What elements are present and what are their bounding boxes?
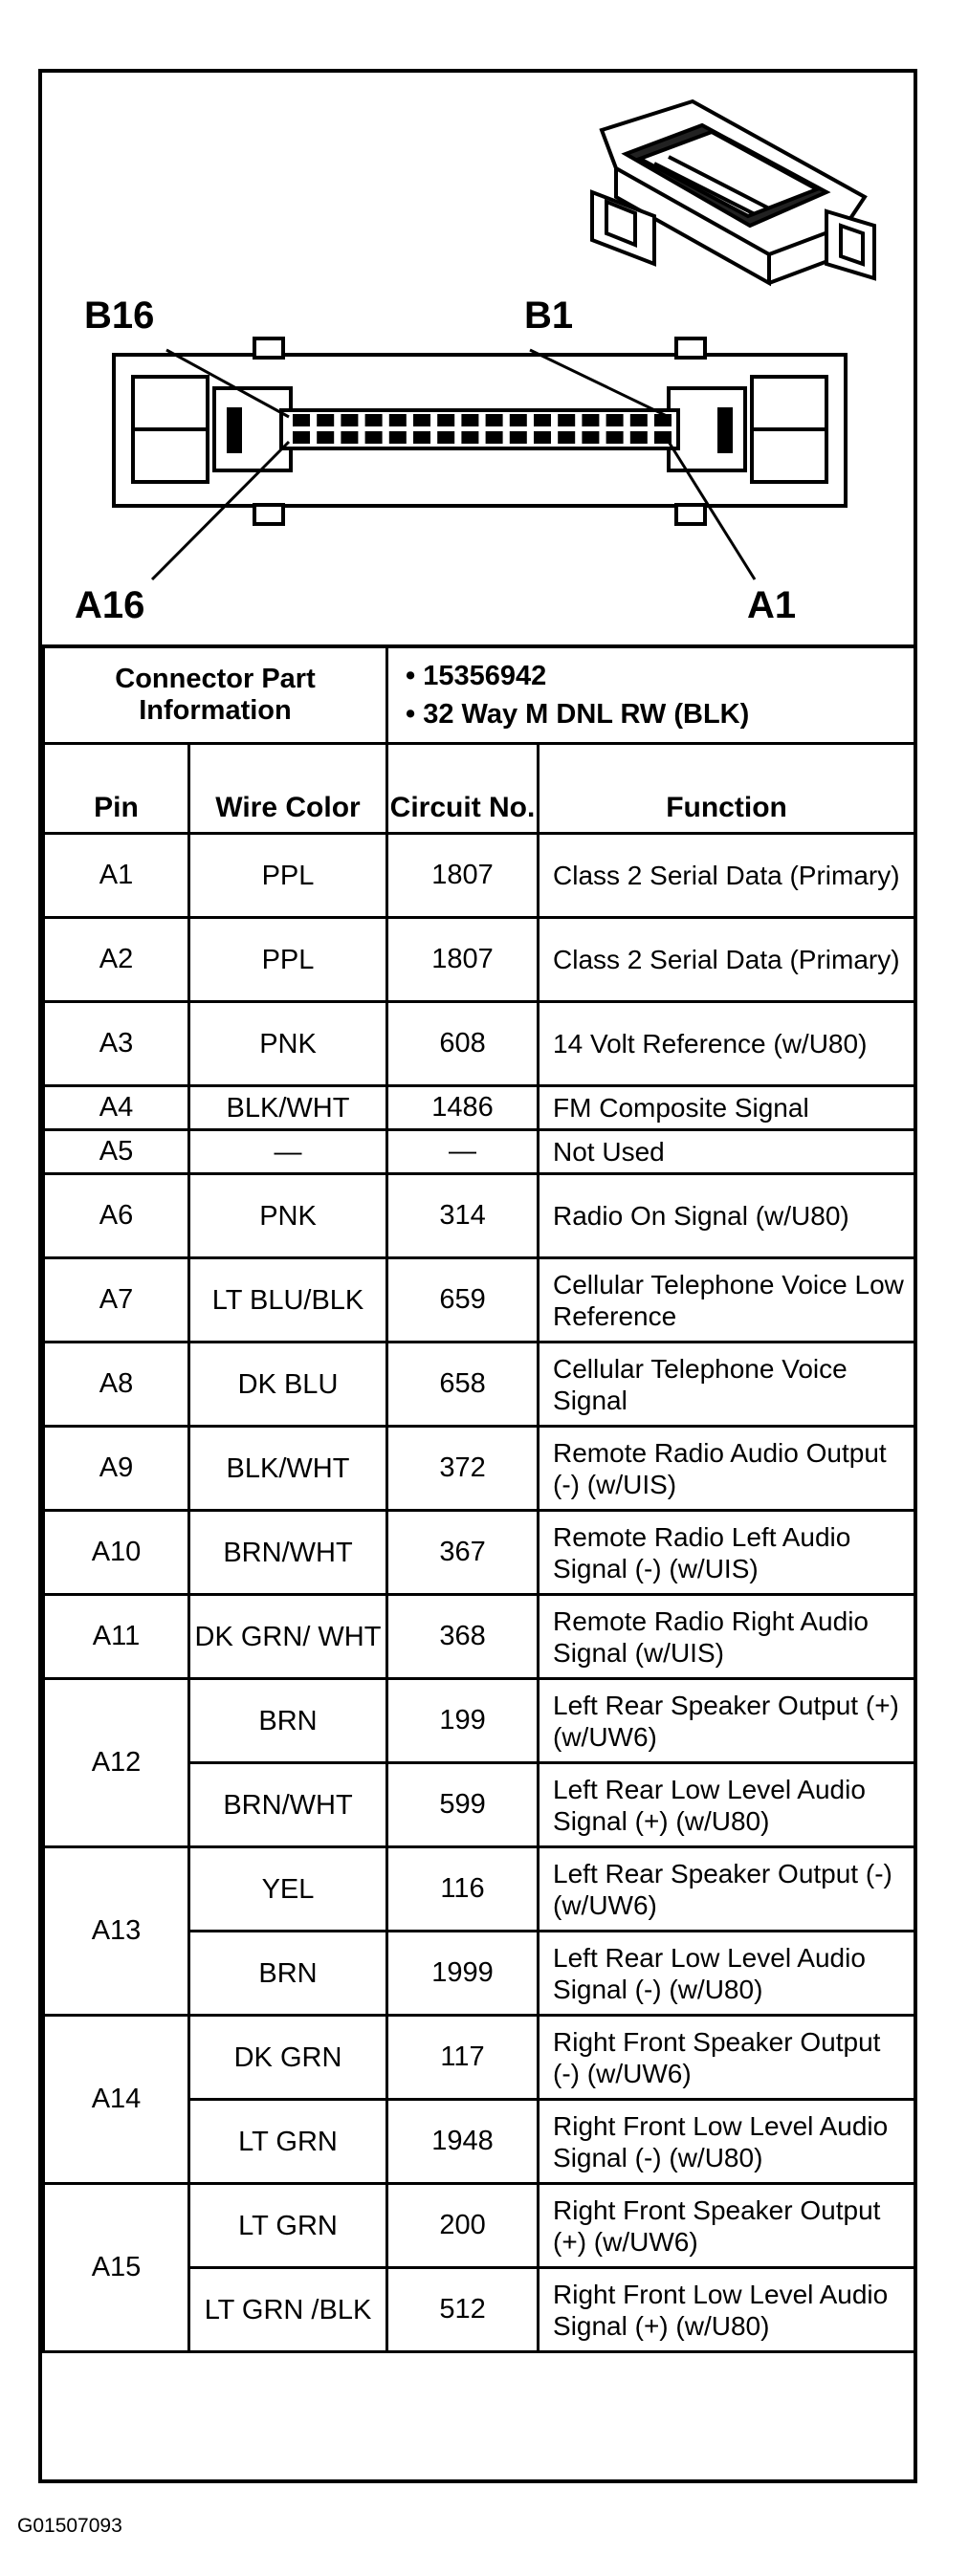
circuit-cell: 1807 xyxy=(387,918,539,1002)
wire-color-cell: PNK xyxy=(189,1174,387,1258)
pin-cavity xyxy=(317,414,334,426)
function-cell: Class 2 Serial Data (Primary) xyxy=(539,918,915,1002)
circuit-cell: 1999 xyxy=(387,1932,539,2016)
function-cell: Left Rear Low Level Audio Signal (+) (w/U80) xyxy=(539,1763,915,1847)
wire-color-cell: LT GRN xyxy=(189,2184,387,2268)
table-row xyxy=(44,1002,915,1086)
function-cell: Right Front Speaker Output (-) (w/UW6) xyxy=(539,2016,915,2100)
pin-cavity xyxy=(461,414,478,426)
circuit-cell: 658 xyxy=(387,1343,539,1427)
connector-type: • 32 Way M DNL RW (BLK) xyxy=(406,698,750,730)
pin-cell: A11 xyxy=(44,1595,189,1679)
table-row xyxy=(44,1847,915,1932)
pin-cavity xyxy=(582,414,599,426)
function-cell: Remote Radio Audio Output (-) (w/UIS) xyxy=(539,1427,915,1511)
wire-color-cell: LT GRN /BLK xyxy=(189,2268,387,2352)
circuit-cell: 1807 xyxy=(387,834,539,918)
table-row xyxy=(44,1258,915,1343)
pin-cavity xyxy=(534,414,551,426)
pin-cavity xyxy=(437,431,454,444)
circuit-cell: 512 xyxy=(387,2268,539,2352)
pin-cavity xyxy=(630,414,648,426)
function-cell: Left Rear Speaker Output (-) (w/UW6) xyxy=(539,1847,915,1932)
function-cell: 14 Volt Reference (w/U80) xyxy=(539,1002,915,1086)
function-cell: Radio On Signal (w/U80) xyxy=(539,1174,915,1258)
wire-color-cell: BRN/WHT xyxy=(189,1763,387,1847)
pin-cavity xyxy=(317,431,334,444)
pin-cavity xyxy=(606,431,624,444)
circuit-cell: 314 xyxy=(387,1174,539,1258)
pin-cavity xyxy=(606,414,624,426)
function-cell: Cellular Telephone Voice Signal xyxy=(539,1343,915,1427)
circuit-cell: 199 xyxy=(387,1679,539,1763)
function-cell: Right Front Low Level Audio Signal (+) (w/U80) xyxy=(539,2268,915,2352)
pin-cell: A3 xyxy=(44,1002,189,1086)
table-row xyxy=(44,1343,915,1427)
function-cell: Left Rear Speaker Output (+) (w/UW6) xyxy=(539,1679,915,1763)
wire-color-cell: BRN xyxy=(189,1932,387,2016)
pin-cell: A10 xyxy=(44,1511,189,1595)
label-a16: A16 xyxy=(75,584,145,626)
header-function: Function xyxy=(539,744,915,834)
connector-drawing xyxy=(42,73,914,644)
connector-isometric-icon xyxy=(592,101,874,283)
circuit-cell: 116 xyxy=(387,1847,539,1932)
pin-cavity xyxy=(293,414,310,426)
wire-color-cell: BLK/WHT xyxy=(189,1427,387,1511)
pin-cavity xyxy=(510,431,527,444)
pin-cavity xyxy=(486,431,503,444)
pin-cavity xyxy=(365,414,383,426)
connector-front-view xyxy=(114,338,846,524)
pin-cell: A12 xyxy=(44,1679,189,1847)
wire-color-cell: BLK/WHT xyxy=(189,1086,387,1130)
pin-cell: A7 xyxy=(44,1258,189,1343)
wire-color-cell: DK GRN xyxy=(189,2016,387,2100)
wire-color-cell: LT GRN xyxy=(189,2100,387,2184)
circuit-cell: 117 xyxy=(387,2016,539,2100)
connector-part-number: • 15356942 xyxy=(406,660,547,691)
circuit-cell: 367 xyxy=(387,1511,539,1595)
circuit-cell: 1948 xyxy=(387,2100,539,2184)
pin-cell: A15 xyxy=(44,2184,189,2352)
pin-cavity xyxy=(365,431,383,444)
function-cell: Remote Radio Left Audio Signal (-) (w/UIS) xyxy=(539,1511,915,1595)
table-row xyxy=(44,1427,915,1511)
pin-cell: A8 xyxy=(44,1343,189,1427)
wire-color-cell: — xyxy=(189,1130,387,1174)
pin-cell: A14 xyxy=(44,2016,189,2184)
table-row xyxy=(44,1130,915,1174)
pin-cell: A9 xyxy=(44,1427,189,1511)
function-cell: Remote Radio Right Audio Signal (w/UIS) xyxy=(539,1595,915,1679)
table-row xyxy=(44,1511,915,1595)
circuit-cell: 1486 xyxy=(387,1086,539,1130)
circuit-cell: 200 xyxy=(387,2184,539,2268)
function-cell: Not Used xyxy=(539,1130,915,1174)
pinout-table xyxy=(42,644,916,2353)
pin-cavity xyxy=(510,414,527,426)
function-cell: Right Front Low Level Audio Signal (-) (w/U80) xyxy=(539,2100,915,2184)
pin-cell: A13 xyxy=(44,1847,189,2016)
wire-color-cell: PPL xyxy=(189,918,387,1002)
circuit-cell: 368 xyxy=(387,1595,539,1679)
function-cell: FM Composite Signal xyxy=(539,1086,915,1130)
pin-cavity xyxy=(486,414,503,426)
connector-info-header: Connector Part Information xyxy=(44,646,387,744)
table-row xyxy=(44,1086,915,1130)
wire-color-cell: DK GRN/ WHT xyxy=(189,1595,387,1679)
wire-color-cell: PNK xyxy=(189,1002,387,1086)
pin-cavity xyxy=(558,431,575,444)
pin-cavity xyxy=(389,431,407,444)
table-row xyxy=(44,834,915,918)
pin-cavity xyxy=(582,431,599,444)
function-cell: Left Rear Low Level Audio Signal (-) (w/U80) xyxy=(539,1932,915,2016)
pin-cavity xyxy=(630,431,648,444)
table-row xyxy=(44,2016,915,2100)
wire-color-cell: YEL xyxy=(189,1847,387,1932)
wire-color-cell: PPL xyxy=(189,834,387,918)
table-row xyxy=(44,2184,915,2268)
label-b16: B16 xyxy=(84,295,155,337)
pin-cavity xyxy=(413,431,430,444)
header-pin: Pin xyxy=(44,744,189,834)
column-header-row xyxy=(44,744,915,834)
table-row xyxy=(44,918,915,1002)
pin-cavity xyxy=(534,431,551,444)
pin-cavity xyxy=(461,431,478,444)
header-wire-color: Wire Color xyxy=(189,744,387,834)
pin-cavity xyxy=(293,431,310,444)
pin-cavity xyxy=(558,414,575,426)
connector-frame xyxy=(38,69,917,2483)
connector-info-list xyxy=(387,646,915,744)
label-a1: A1 xyxy=(747,584,797,626)
function-cell: Right Front Speaker Output (+) (w/UW6) xyxy=(539,2184,915,2268)
circuit-cell: 599 xyxy=(387,1763,539,1847)
label-b1: B1 xyxy=(524,295,574,337)
pin-cavity xyxy=(341,431,358,444)
table-row xyxy=(44,1679,915,1763)
circuit-cell: — xyxy=(387,1130,539,1174)
circuit-cell: 608 xyxy=(387,1002,539,1086)
connector-diagram xyxy=(42,73,914,648)
function-cell: Class 2 Serial Data (Primary) xyxy=(539,834,915,918)
figure-code: G01507093 xyxy=(17,2515,122,2537)
wire-color-cell: DK BLU xyxy=(189,1343,387,1427)
connector-info-row xyxy=(44,646,915,744)
table-row xyxy=(44,1595,915,1679)
pin-cell: A1 xyxy=(44,834,189,918)
header-circuit-no: Circuit No. xyxy=(387,744,539,834)
wire-color-cell: BRN xyxy=(189,1679,387,1763)
pin-cavity xyxy=(341,414,358,426)
pin-cell: A2 xyxy=(44,918,189,1002)
pin-cell: A6 xyxy=(44,1174,189,1258)
wire-color-cell: LT BLU/BLK xyxy=(189,1258,387,1343)
pin-cell: A4 xyxy=(44,1086,189,1130)
pin-cell: A5 xyxy=(44,1130,189,1174)
table-row xyxy=(44,1174,915,1258)
pin-cavity xyxy=(389,414,407,426)
pin-cavity xyxy=(437,414,454,426)
circuit-cell: 372 xyxy=(387,1427,539,1511)
function-cell: Cellular Telephone Voice Low Reference xyxy=(539,1258,915,1343)
circuit-cell: 659 xyxy=(387,1258,539,1343)
wire-color-cell: BRN/WHT xyxy=(189,1511,387,1595)
pin-cavity xyxy=(413,414,430,426)
